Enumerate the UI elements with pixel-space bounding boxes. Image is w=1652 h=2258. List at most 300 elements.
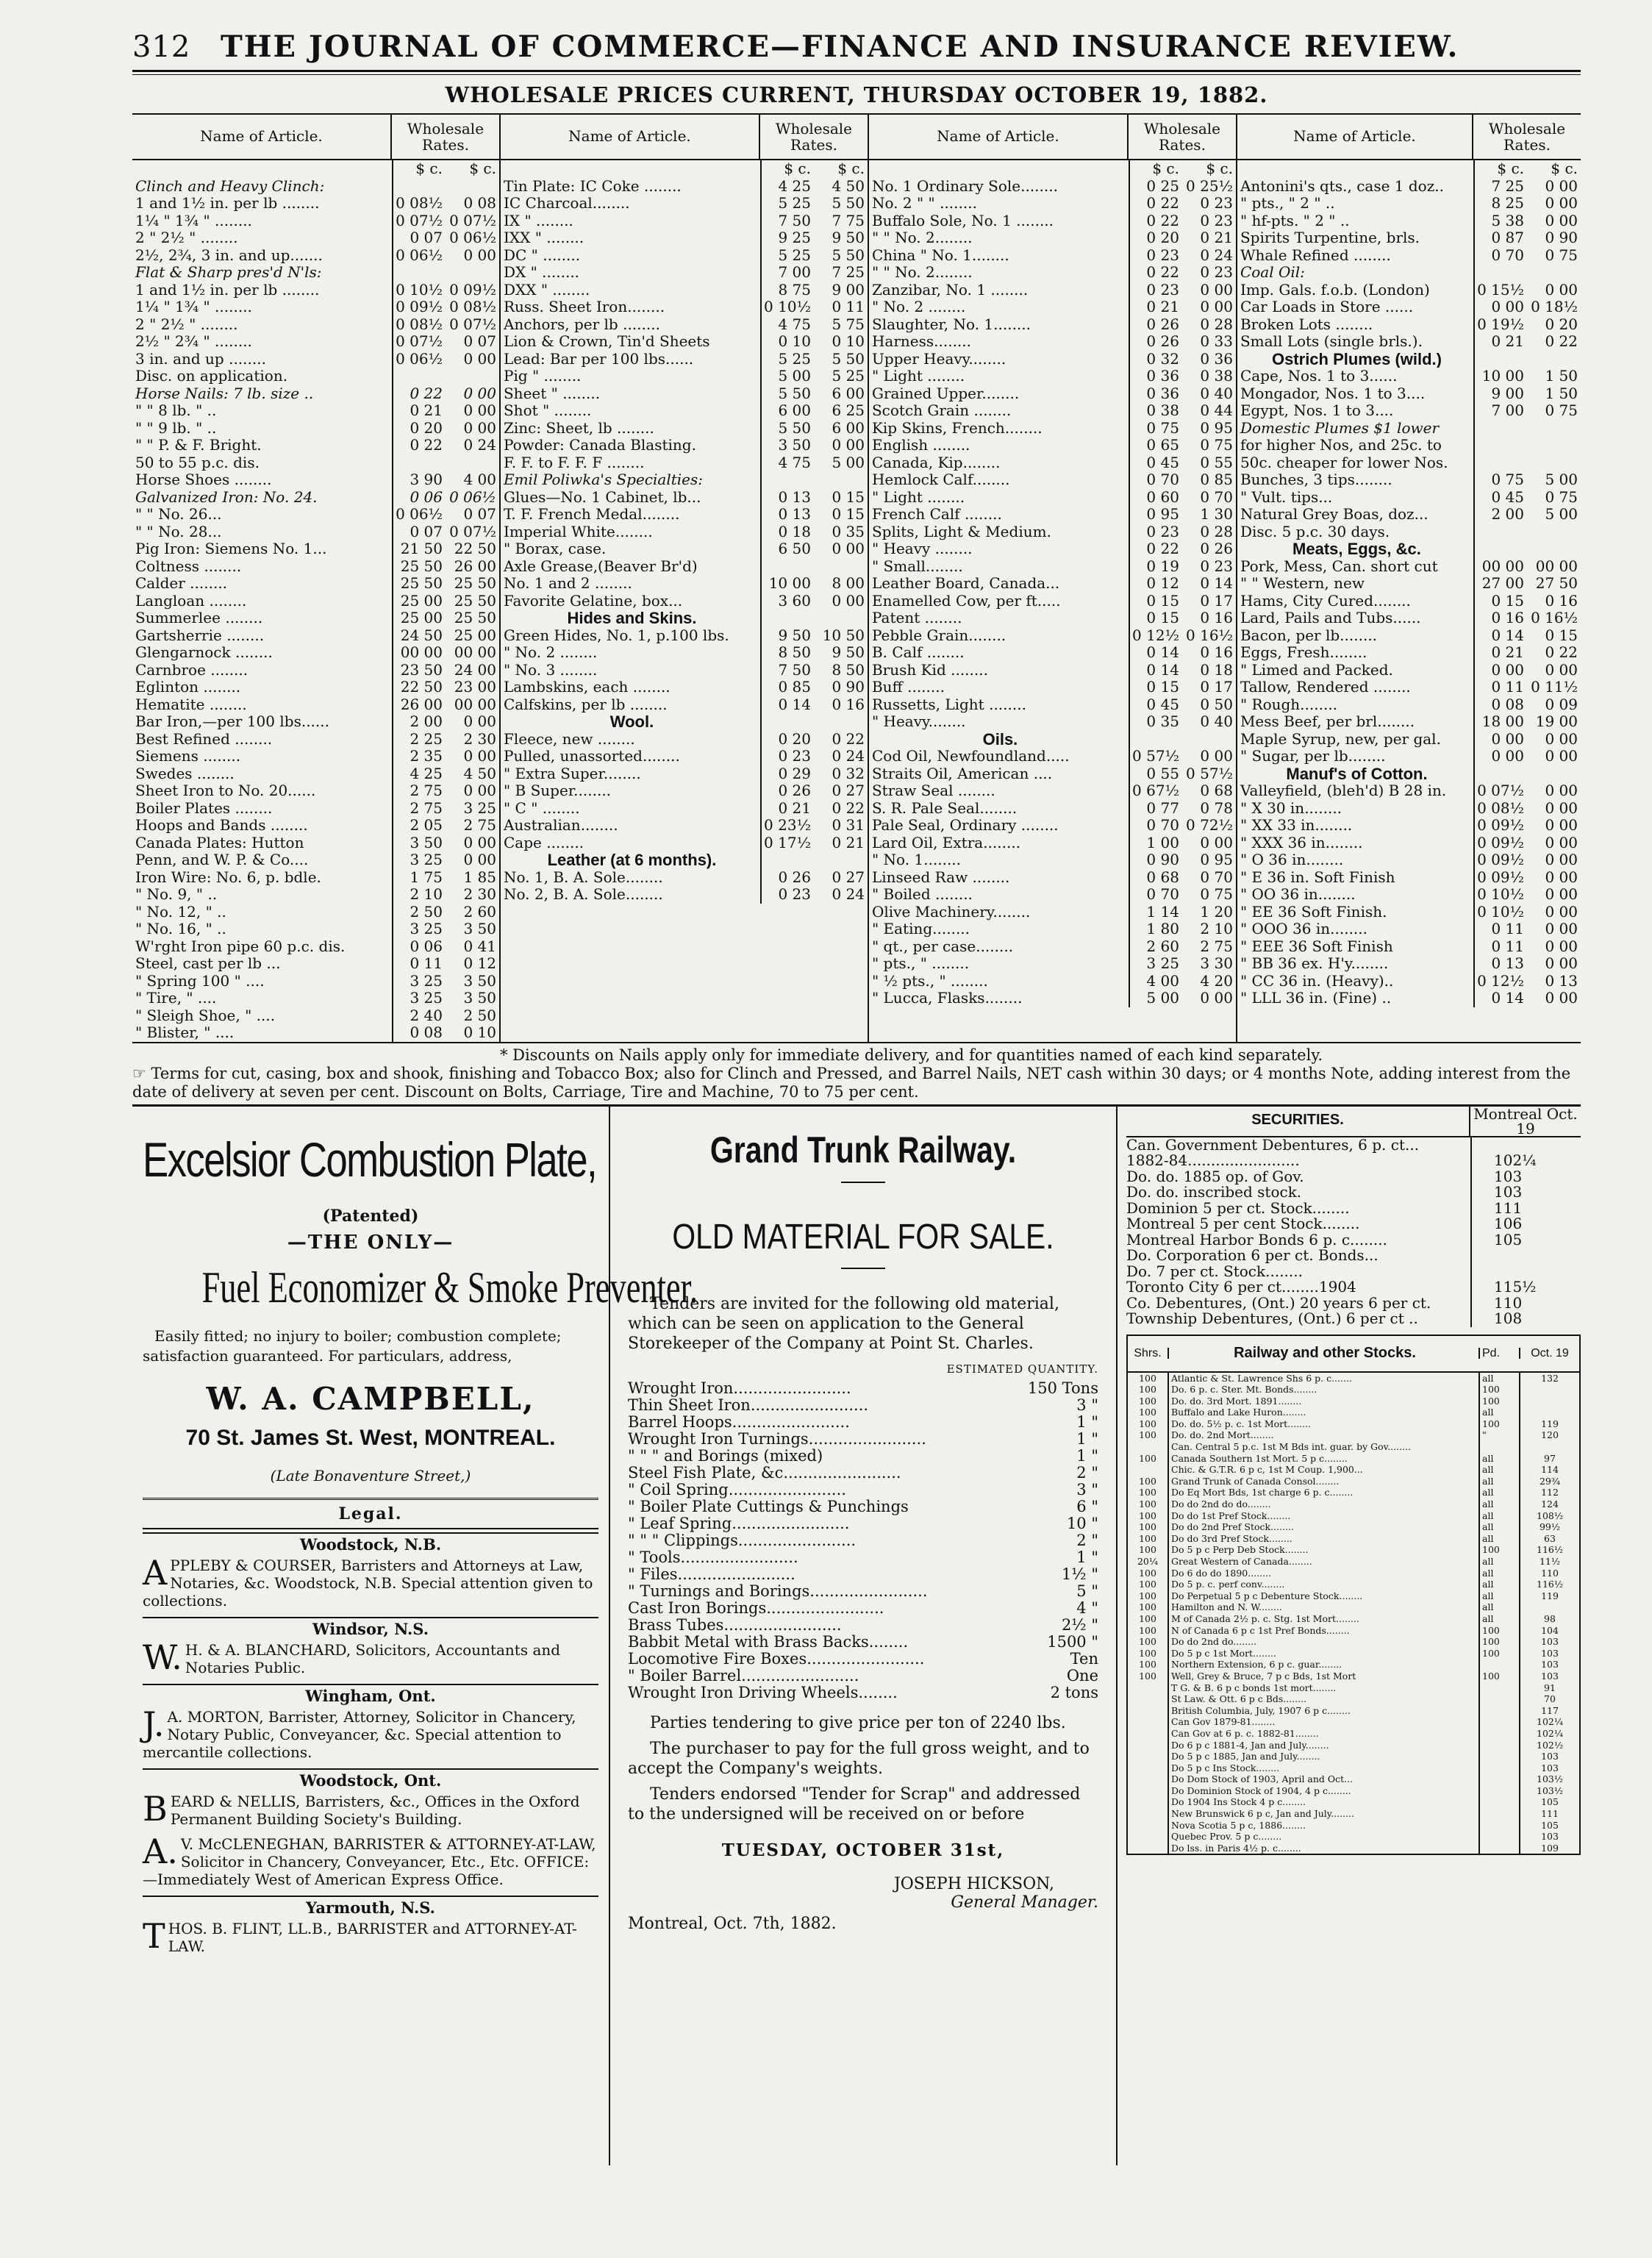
stock-name: Well, Grey & Bruce, 7 p c Bds, 1st Mort bbox=[1169, 1671, 1480, 1682]
material-row bbox=[628, 1651, 1098, 1668]
article-name: Iron Wire: No. 6, p. bdle. bbox=[135, 868, 321, 886]
oct19-price: 102½ bbox=[1537, 1739, 1563, 1751]
railway-row bbox=[1128, 1740, 1579, 1751]
railway-row bbox=[1128, 1510, 1579, 1522]
patented-label: (Patented) bbox=[322, 1206, 419, 1226]
security-price bbox=[1470, 1264, 1581, 1280]
article-name: Buffalo Sole, No. 1 ........ bbox=[871, 212, 1054, 229]
rate-low bbox=[392, 178, 446, 196]
rate-high: 0 18 bbox=[1200, 661, 1233, 679]
rate-low: 0 70 bbox=[1129, 886, 1182, 904]
rate-low: 0 75 bbox=[1129, 420, 1182, 437]
material-name: " Tools........................ bbox=[628, 1548, 798, 1566]
article-name: IC Charcoal........ bbox=[503, 195, 630, 212]
price-row bbox=[1237, 229, 1581, 247]
rate-low: 0 11 bbox=[1473, 938, 1527, 956]
security-row bbox=[1126, 1153, 1581, 1169]
rate-high: 0 57½ bbox=[1186, 765, 1233, 782]
rate-low: 5 25 bbox=[760, 195, 814, 212]
rate-high: $ c. bbox=[469, 160, 496, 177]
article-name: " Light ........ bbox=[871, 488, 965, 506]
price-row bbox=[501, 506, 868, 524]
rate-high: 0 78 bbox=[1200, 799, 1233, 817]
security-row bbox=[1126, 1216, 1581, 1232]
article-name: Natural Grey Boas, doz... bbox=[1240, 506, 1428, 523]
rate-high bbox=[1527, 454, 1581, 472]
price-row bbox=[501, 160, 868, 178]
article-name: Calder ........ bbox=[135, 575, 228, 592]
rate-high: 5 75 bbox=[832, 315, 865, 333]
shares-value bbox=[1128, 1773, 1169, 1785]
price-row bbox=[132, 869, 499, 887]
price-row bbox=[1237, 558, 1581, 576]
rate-high: 6 00 bbox=[832, 419, 865, 437]
price-row bbox=[501, 575, 868, 593]
stock-name: Do do 2nd Pref Stock........ bbox=[1169, 1521, 1480, 1533]
paid-value: all bbox=[1480, 1487, 1520, 1498]
stock-name: Do 5 p. c. perf conv........ bbox=[1169, 1579, 1480, 1590]
article-name: Hides and Skins. bbox=[567, 610, 697, 627]
rate-high bbox=[1527, 420, 1581, 437]
rate-high: 0 07½ bbox=[449, 315, 496, 333]
shares-value: 100 bbox=[1128, 1590, 1169, 1602]
stock-name: Atlantic & St. Lawrence Shs 6 p. c....... bbox=[1169, 1373, 1480, 1385]
railway-row bbox=[1128, 1556, 1579, 1568]
rate-high: 25 50 bbox=[454, 610, 496, 626]
security-name: Co. Debentures, (Ont.) 20 years 6 per ct. bbox=[1126, 1295, 1431, 1311]
security-row bbox=[1126, 1311, 1581, 1327]
paid-value bbox=[1480, 1796, 1520, 1808]
stock-name: Do 6 do do 1890........ bbox=[1169, 1568, 1480, 1579]
article-name: English ........ bbox=[871, 437, 970, 454]
article-name: " No. 1........ bbox=[871, 851, 962, 868]
oct19-price: 102¼ bbox=[1537, 1716, 1563, 1728]
article-name: Coltness ........ bbox=[135, 557, 242, 575]
rate-high: 0 16 bbox=[1200, 610, 1233, 626]
rate-high: 0 00 bbox=[1200, 990, 1233, 1007]
rate-low: 0 22 bbox=[1129, 540, 1182, 558]
rate-low: 0 10½ bbox=[1473, 904, 1527, 921]
entry-initial: J. bbox=[143, 1704, 165, 1744]
paid-value: all bbox=[1480, 1498, 1520, 1510]
rate-high: 0 08 bbox=[463, 195, 496, 212]
price-row bbox=[869, 385, 1236, 403]
article-name: " " 9 lb. " .. bbox=[135, 419, 217, 437]
article-name: " O 36 in........ bbox=[1240, 851, 1344, 868]
rate-high: 0 23 bbox=[1200, 212, 1233, 229]
rate-low: 3 90 bbox=[392, 471, 446, 489]
rate-high: 0 75 bbox=[1545, 488, 1578, 506]
material-quantity: 1500 " bbox=[1047, 1632, 1098, 1651]
material-quantity: 5 " bbox=[1076, 1582, 1098, 1600]
paid-value: 100 bbox=[1480, 1384, 1520, 1396]
rate-high: 3 50 bbox=[463, 972, 496, 990]
rate-low: 0 06½ bbox=[392, 247, 446, 265]
rate-high: 0 20 bbox=[1545, 315, 1578, 333]
article-name: Australian........ bbox=[503, 817, 618, 834]
material-name: Cast Iron Borings........................ bbox=[628, 1599, 884, 1617]
rate-low: 0 29 bbox=[760, 765, 814, 783]
security-name: Do. do. 1885 op. of Gov. bbox=[1126, 1168, 1304, 1185]
price-row bbox=[132, 1007, 499, 1025]
article-name: Antonini's qts., case 1 doz.. bbox=[1240, 177, 1444, 195]
article-name: DXX " ........ bbox=[503, 281, 590, 299]
rate-low: 0 16 bbox=[1473, 610, 1527, 627]
railway-row bbox=[1128, 1521, 1579, 1533]
article-name: " B Super........ bbox=[503, 782, 612, 799]
price-row bbox=[132, 212, 499, 230]
stock-name: Do. do. 5½ p. c. 1st Mort........ bbox=[1169, 1418, 1480, 1430]
shares-value bbox=[1128, 1831, 1169, 1843]
article-name: Mongador, Nos. 1 to 3.... bbox=[1240, 385, 1426, 402]
rate-high: 0 70 bbox=[1200, 488, 1233, 506]
rate-high bbox=[1527, 540, 1581, 558]
rate-low: 0 07 bbox=[392, 524, 446, 541]
article-name: Manuf's of Cotton. bbox=[1286, 765, 1428, 782]
paid-value bbox=[1480, 1441, 1520, 1453]
article-name: 3 in. and up ........ bbox=[135, 350, 266, 368]
railway-row bbox=[1128, 1625, 1579, 1637]
material-quantity: 3 " bbox=[1076, 1480, 1098, 1498]
article-name: S. R. Pale Seal........ bbox=[871, 799, 1018, 817]
rate-high: 0 50 bbox=[1200, 696, 1233, 713]
rate-low: 00 00 bbox=[392, 644, 446, 662]
price-row bbox=[132, 748, 499, 765]
rate-low: 1 75 bbox=[392, 869, 446, 887]
rate-high: 26 00 bbox=[454, 557, 496, 575]
rate-low: 7 00 bbox=[760, 264, 814, 282]
paid-value bbox=[1480, 1820, 1520, 1832]
material-name: Locomotive Fire Boxes........................ bbox=[628, 1650, 925, 1668]
terms-note: ☞ Terms for cut, casing, box and shook, finishing and Tobacco Box; also for Clinch and Pressed, and Barrel Nails, NET cash within 30 days; or 4 months Note, adding interest from the date of delivery at seven per cent. Discount on Bolts, Carriage, Tire and Machine, 70 to 75 per cent. bbox=[132, 1064, 1571, 1101]
wholesale-rates-heading: Wholesale Rates. bbox=[1472, 115, 1581, 159]
article-name: " Sleigh Shoe, " .... bbox=[135, 1007, 276, 1024]
material-row bbox=[628, 1482, 1098, 1498]
article-name: DX " ........ bbox=[503, 264, 580, 281]
tender-terms-address: Tenders endorsed "Tender for Scrap" and addressed to the undersigned will be received on or before bbox=[628, 1784, 1081, 1823]
material-quantity: 2 tons bbox=[1050, 1683, 1098, 1701]
security-name: 1882-84........................ bbox=[1126, 1153, 1300, 1169]
oct19-price bbox=[1520, 1601, 1579, 1613]
price-row bbox=[1237, 402, 1581, 420]
security-row bbox=[1126, 1279, 1581, 1296]
rate-high: 0 11 bbox=[832, 299, 865, 315]
article-name: Pig Iron: Siemens No. 1... bbox=[135, 540, 327, 557]
paid-value bbox=[1480, 1740, 1520, 1751]
price-row bbox=[869, 402, 1236, 420]
railway-row bbox=[1128, 1601, 1579, 1613]
rate-low bbox=[760, 471, 814, 489]
paid-value bbox=[1480, 1773, 1520, 1785]
article-name: " X 30 in........ bbox=[1240, 799, 1342, 817]
price-row bbox=[132, 696, 499, 714]
material-quantity: 10 " bbox=[1066, 1514, 1098, 1532]
article-name: Clinch and Heavy Clinch: bbox=[135, 177, 325, 195]
article-name: Shot " ........ bbox=[503, 402, 592, 419]
rate-high: 3 50 bbox=[463, 921, 496, 937]
price-row bbox=[132, 904, 499, 921]
rate-high: 0 00 bbox=[1545, 868, 1578, 886]
price-row bbox=[132, 817, 499, 835]
rate-high: 0 00 bbox=[1545, 955, 1578, 972]
article-name: Emil Poliwka's Specialties: bbox=[503, 471, 703, 488]
railway-row bbox=[1128, 1418, 1579, 1430]
price-row bbox=[132, 299, 499, 316]
rate-high: 3 25 bbox=[463, 799, 496, 817]
paid-value: all bbox=[1480, 1568, 1520, 1579]
price-column-header bbox=[1237, 115, 1581, 160]
rate-high bbox=[446, 368, 499, 385]
price-row bbox=[132, 437, 499, 454]
material-name: " Leaf Spring........................ bbox=[628, 1515, 850, 1532]
stock-name: St Law. & Ott. 6 p c Bds........ bbox=[1169, 1693, 1480, 1705]
security-price: 102¼ bbox=[1470, 1153, 1581, 1169]
price-row bbox=[869, 644, 1236, 662]
price-row bbox=[1237, 713, 1581, 731]
rate-low: 0 06½ bbox=[392, 506, 446, 524]
entry-text: HOS. B. FLINT, LL.B., BARRISTER and ATTORNEY-AT-LAW. bbox=[168, 1919, 577, 1955]
price-row bbox=[869, 558, 1236, 576]
paid-value: all bbox=[1480, 1464, 1520, 1476]
section-heading bbox=[501, 610, 868, 627]
price-row bbox=[869, 662, 1236, 679]
article-name: " " 8 lb. " .. bbox=[135, 402, 217, 419]
article-name: Ostrich Plumes (wild.) bbox=[1271, 350, 1442, 368]
rate-low: 0 09½ bbox=[1473, 835, 1527, 852]
article-name: Lion & Crown, Tin'd Sheets bbox=[503, 333, 710, 350]
price-row bbox=[501, 195, 868, 212]
rate-low: 0 20 bbox=[392, 420, 446, 437]
paid-value: all bbox=[1480, 1521, 1520, 1533]
shares-value: 100 bbox=[1128, 1613, 1169, 1625]
rate-high: 0 15 bbox=[832, 506, 865, 523]
price-row bbox=[1237, 696, 1581, 714]
security-price: 115½ bbox=[1470, 1279, 1581, 1296]
rate-high: 0 07 bbox=[463, 333, 496, 350]
rate-low: 0 67½ bbox=[1129, 782, 1182, 800]
rate-low: 0 25 bbox=[1129, 178, 1182, 196]
rate-low bbox=[1473, 524, 1527, 541]
security-name: Can. Government Debentures, 6 p. ct... bbox=[1126, 1137, 1420, 1153]
article-name: Bacon, per lb........ bbox=[1240, 626, 1378, 644]
price-row bbox=[132, 558, 499, 576]
signer-name: JOSEPH HICKSON, bbox=[893, 1874, 1054, 1893]
article-name: " EE 36 Soft Finish. bbox=[1240, 903, 1387, 921]
railway-row bbox=[1128, 1648, 1579, 1659]
material-row bbox=[628, 1498, 1098, 1515]
rate-low: 0 60 bbox=[1129, 489, 1182, 507]
price-row bbox=[1237, 610, 1581, 627]
article-name: " " Western, new bbox=[1240, 575, 1365, 592]
article-name: " XXX 36 in........ bbox=[1240, 834, 1363, 851]
price-row bbox=[132, 229, 499, 247]
price-row bbox=[1237, 955, 1581, 973]
railway-row bbox=[1128, 1808, 1579, 1820]
rate-high: 1 85 bbox=[463, 868, 496, 886]
paid-value bbox=[1480, 1728, 1520, 1740]
railway-row bbox=[1128, 1533, 1579, 1545]
shares-value bbox=[1128, 1796, 1169, 1808]
stock-name: Buffalo and Lake Huron........ bbox=[1169, 1407, 1480, 1418]
article-name: " Limed and Packed. bbox=[1240, 661, 1393, 679]
article-name: Pulled, unassorted........ bbox=[503, 748, 680, 765]
price-row bbox=[501, 489, 868, 507]
entry-text: EARD & NELLIS, Barristers, &c., Offices in the Oxford Permanent Building Society's Building. bbox=[170, 1792, 580, 1828]
price-row bbox=[501, 368, 868, 385]
rate-high: 0 17 bbox=[1200, 679, 1233, 696]
rate-high: 0 75 bbox=[1545, 402, 1578, 419]
rate-high: 0 38 bbox=[1200, 368, 1233, 385]
article-name bbox=[132, 160, 392, 178]
rate-high: 0 00 bbox=[1545, 903, 1578, 921]
rate-low: 0 26 bbox=[1129, 333, 1182, 351]
price-column-header bbox=[501, 115, 868, 160]
shares-value bbox=[1128, 1820, 1169, 1832]
rate-high bbox=[1527, 351, 1581, 368]
rate-low: 9 00 bbox=[1473, 385, 1527, 403]
rate-low: 3 25 bbox=[1129, 955, 1182, 973]
rate-high: 0 95 bbox=[1200, 851, 1233, 868]
rate-low: 0 20 bbox=[760, 731, 814, 749]
price-notes bbox=[132, 1043, 1581, 1107]
price-row bbox=[132, 627, 499, 645]
rate-high: 5 50 bbox=[832, 350, 865, 368]
rate-low: 0 14 bbox=[760, 696, 814, 714]
price-row bbox=[1237, 869, 1581, 887]
paid-value bbox=[1480, 1762, 1520, 1774]
price-column bbox=[869, 115, 1237, 1042]
material-row bbox=[628, 1583, 1098, 1600]
price-row bbox=[501, 299, 868, 316]
legal-entry bbox=[143, 1915, 598, 1956]
railway-row bbox=[1128, 1429, 1579, 1441]
article-name: Domestic Plumes $1 lower bbox=[1240, 419, 1440, 437]
price-row bbox=[501, 351, 868, 368]
price-row bbox=[501, 316, 868, 334]
rate-high: 0 16 bbox=[1545, 592, 1578, 610]
rate-low: 0 36 bbox=[1129, 385, 1182, 403]
security-row bbox=[1126, 1185, 1581, 1201]
rate-low: 0 15½ bbox=[1473, 282, 1527, 299]
price-row bbox=[132, 282, 499, 299]
rate-high: 0 10 bbox=[832, 333, 865, 350]
rate-high: 0 72½ bbox=[1186, 817, 1233, 834]
article-name: Lead: Bar per 100 lbs...... bbox=[503, 350, 694, 368]
rate-high: 2 50 bbox=[463, 1007, 496, 1024]
article-name: Kip Skins, French........ bbox=[871, 419, 1043, 437]
rate-low: 0 26 bbox=[760, 782, 814, 800]
railway-row bbox=[1128, 1773, 1579, 1785]
oct19-price: 120 bbox=[1541, 1429, 1559, 1441]
rate-low: 0 07 bbox=[392, 229, 446, 247]
article-name: " XX 33 in........ bbox=[1240, 817, 1353, 834]
rate-low: 0 32 bbox=[1129, 351, 1182, 368]
place-date: Montreal, Oct. 7th, 1882. bbox=[628, 1914, 837, 1933]
article-name: " C " ........ bbox=[503, 799, 580, 817]
rate-low: 2 50 bbox=[392, 904, 446, 921]
shares-value: 100 bbox=[1128, 1671, 1169, 1682]
article-name: Imperial White........ bbox=[503, 523, 653, 540]
price-row bbox=[1237, 160, 1581, 178]
article-name: 2½, 2¾, 3 in. and up....... bbox=[135, 246, 323, 264]
rate-low: 0 18 bbox=[760, 524, 814, 541]
price-row bbox=[869, 765, 1236, 783]
paid-value bbox=[1480, 1843, 1520, 1854]
price-row bbox=[501, 593, 868, 610]
stock-name: Do 6 p c 1881-4, Jan and July........ bbox=[1169, 1740, 1480, 1751]
rate-high: 0 68 bbox=[1200, 782, 1233, 799]
stock-name: Do Eq Mort Bds, 1st charge 6 p. c........ bbox=[1169, 1487, 1480, 1498]
material-name: " Boiler Barrel........................ bbox=[628, 1667, 859, 1684]
article-name: Sheet " ........ bbox=[503, 385, 601, 402]
rate-low bbox=[760, 558, 814, 576]
article-name: Horse Nails: 7 lb. size .. bbox=[135, 385, 314, 402]
price-column bbox=[132, 115, 501, 1042]
rate-low: 0 13 bbox=[760, 506, 814, 524]
rate-low: 25 00 bbox=[392, 593, 446, 610]
price-row bbox=[869, 904, 1236, 921]
price-row bbox=[1237, 333, 1581, 351]
estimated-quantity-label: ESTIMATED QUANTITY. bbox=[946, 1362, 1098, 1376]
oct19-heading: Oct. 19 bbox=[1531, 1346, 1569, 1360]
railway-row bbox=[1128, 1636, 1579, 1648]
rate-low: 0 15 bbox=[1129, 679, 1182, 696]
oct19-price: 114 bbox=[1541, 1464, 1559, 1476]
rate-high: 0 21 bbox=[1200, 229, 1233, 246]
article-name: Small Lots (single brls.). bbox=[1240, 333, 1423, 350]
article-name: W'rght Iron pipe 60 p.c. dis. bbox=[135, 937, 346, 955]
price-row bbox=[501, 748, 868, 765]
rate-low: 0 14 bbox=[1129, 662, 1182, 679]
shares-value bbox=[1128, 1441, 1169, 1453]
material-quantity: One bbox=[1066, 1666, 1098, 1684]
shares-value: 100 bbox=[1128, 1625, 1169, 1637]
price-row bbox=[869, 835, 1236, 852]
paid-value: all bbox=[1480, 1373, 1520, 1385]
railway-row bbox=[1128, 1384, 1579, 1396]
article-name: Harness........ bbox=[871, 333, 971, 350]
rate-high: 0 16½ bbox=[1186, 626, 1233, 644]
price-row bbox=[869, 247, 1236, 265]
rate-low: 0 15 bbox=[1473, 593, 1527, 610]
security-price bbox=[1470, 1248, 1581, 1264]
price-row bbox=[501, 869, 868, 887]
price-row bbox=[132, 800, 499, 818]
rate-low: 0 23 bbox=[760, 748, 814, 765]
stock-name: N of Canada 6 p c 1st Pref Bonds........ bbox=[1169, 1625, 1480, 1637]
rate-low: 9 50 bbox=[760, 627, 814, 645]
shares-value: 100 bbox=[1128, 1476, 1169, 1487]
shares-value: 100 bbox=[1128, 1636, 1169, 1648]
material-quantity: 2 " bbox=[1076, 1463, 1098, 1482]
material-quantity: 1 " bbox=[1076, 1548, 1098, 1566]
rate-low: 0 68 bbox=[1129, 869, 1182, 887]
article-name bbox=[501, 160, 760, 178]
entry-text: V. McCLENEGHAN, BARRISTER & ATTORNEY-AT-LAW, Solicitor in Chancery, Conveyancer, Etc., Etc. OFFICE:—Immediately West of American Express Office. bbox=[143, 1834, 596, 1888]
rate-low: 0 22 bbox=[1129, 212, 1182, 230]
railway-row bbox=[1128, 1762, 1579, 1774]
rate-high: 0 15 bbox=[1545, 626, 1578, 644]
price-row bbox=[501, 644, 868, 662]
rate-low: 0 00 bbox=[1473, 731, 1527, 749]
rate-low: 0 08½ bbox=[392, 195, 446, 212]
rate-low: 4 75 bbox=[760, 316, 814, 334]
stock-name: Can. Central 5 p.c. 1st M Bds int. guar. by Gov........ bbox=[1169, 1441, 1480, 1453]
rate-high: 8 00 bbox=[832, 575, 865, 592]
rate-low: 0 19 bbox=[1129, 558, 1182, 576]
oct19-price: 103½ bbox=[1537, 1784, 1563, 1796]
rate-low: 0 10½ bbox=[392, 282, 446, 299]
